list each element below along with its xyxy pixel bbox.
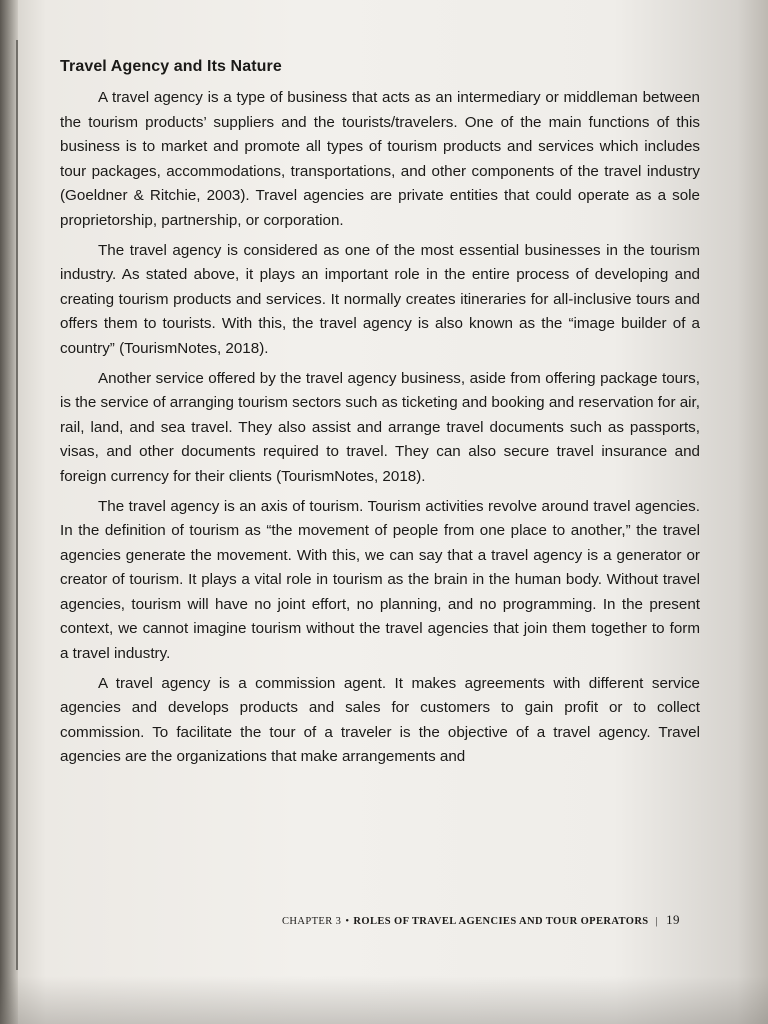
footer-divider: |	[655, 916, 659, 927]
paragraph-1: A travel agency is a type of business that acts as an intermediary or middleman between the tourism products’ suppliers and the tourists/travelers. One of the main functions of this business is to market and promote all types of tourism products and services which includes tour packages, accommodations, transportations, and other components of the travel industry (Goeldner & Ritchie, 2003). Travel agencies are private entities that could operate as a sole proprietorship, partnership, or corporation.	[60, 89, 700, 229]
binding-edge	[16, 40, 18, 970]
paragraph-5: A travel agency is a commission agent. It makes agreements with different service agencies and develops products and sales for customers to gain profit or to collect commission. To facilitate the tour of a traveler is the objective of a travel agency. Travel agencies are the organizations that make arrangements and	[60, 674, 700, 766]
footer-chapter: CHAPTER 3	[282, 916, 342, 927]
page-footer	[282, 912, 682, 928]
paragraph-4: The travel agency is an axis of tourism. Tourism activities revolve around travel agencies. In the definition of tourism as “the movement of people from one place to another,” the travel agencies generate the movement. With this, we can say that a travel agency is a generator or creator of tourism. It plays a vital role in tourism as the brain in the human body. Without travel agencies, tourism will have no joint effort, no planning, and no programming. In the present context, we cannot imagine tourism without the travel agencies that join them together to form a travel industry.	[60, 497, 700, 663]
paragraph-3: Another service offered by the travel agency business, aside from offering package tours, is the service of arranging tourism sectors such as ticketing and booking and reservation for air, rail, land, and sea travel. They also assist and arrange travel documents such as passports, visas, and other documents required to travel. They can also secure travel insurance and foreign currency for their clients (TourismNotes, 2018).	[60, 369, 700, 485]
section-heading: Travel Agency and Its Nature	[60, 58, 282, 75]
page-bottom-shadow	[0, 976, 768, 1024]
footer-separator: •	[345, 916, 350, 927]
paragraph-2: The travel agency is considered as one of the most essential businesses in the tourism industry. As stated above, it plays an important role in the entire process of developing and creating tourism products and services. It normally creates itineraries for all-inclusive tours and offers them to tourists. With this, the travel agency is also known as the “image builder of a country” (TourismNotes, 2018).	[60, 241, 700, 357]
page-number: 19	[666, 912, 680, 927]
page-body	[60, 58, 700, 775]
footer-chapter-title: ROLES OF TRAVEL AGENCIES AND TOUR OPERATORS	[353, 916, 649, 927]
